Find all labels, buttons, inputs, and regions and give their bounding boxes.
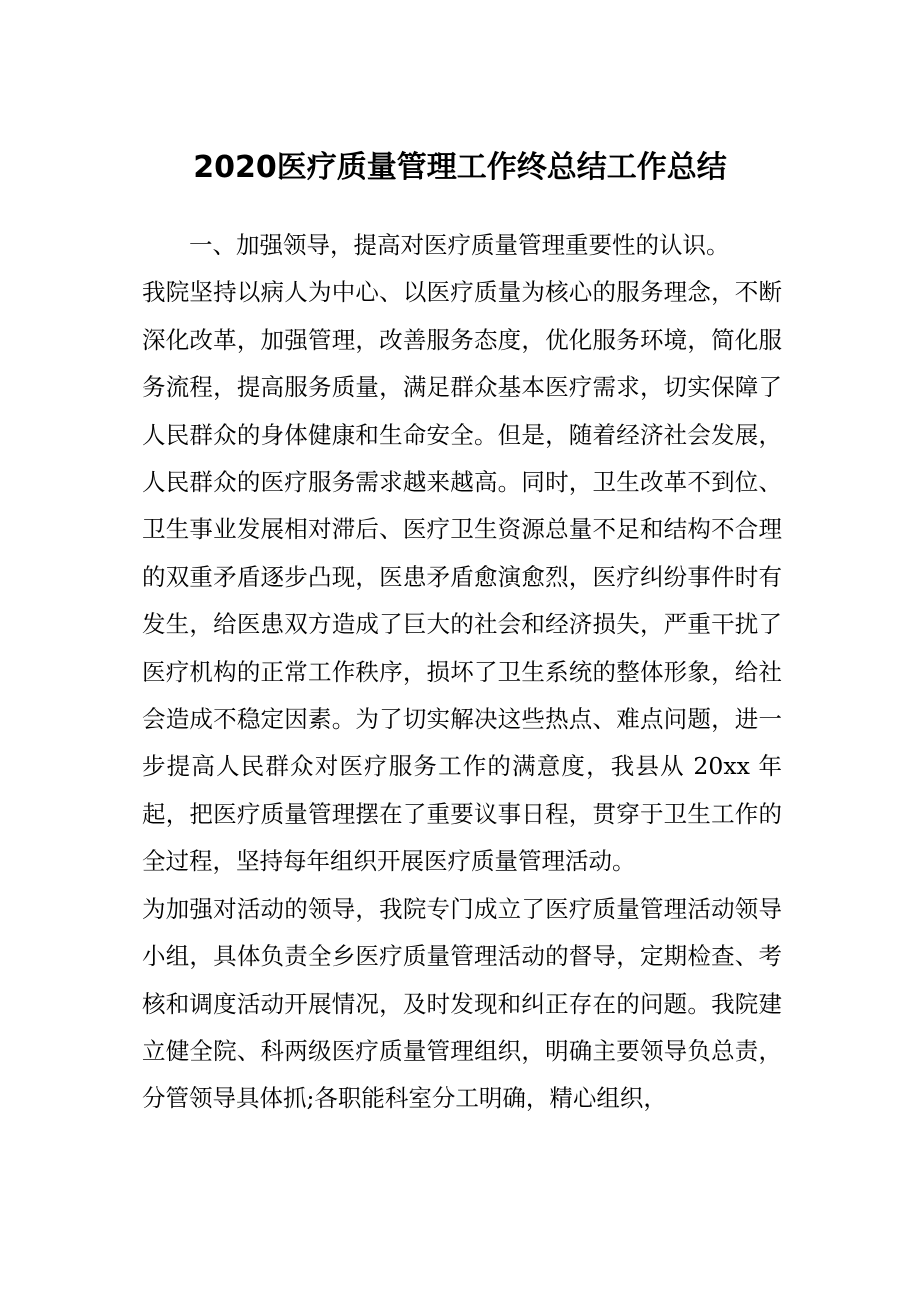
document-title: 2020医疗质量管理工作终总结工作总结: [193, 150, 727, 185]
document-body: [142, 222, 782, 1123]
paragraph-heading: 一、加强领导，提高对医疗质量管理重要性的认识。: [189, 231, 730, 259]
paragraph: 我院坚持以病人为中心、以医疗质量为核心的服务理念，不断深化改革，加强管理，改善服务态度，优化服务环境，简化服务流程，提高服务质量，满足群众基本医疗需求，切实保障了人民群众的身体健康和生命安全。但是，随着经济社会发展，人民群众的医疗服务需求越来越高。同时，卫生改革不到位、卫生事业发展相对滞后、医疗卫生资源总量不足和结构不合理的双重矛盾逐步凸现，医患矛盾愈演愈烈，医疗纠纷事件时有发生，给医患双方造成了巨大的社会和经济损失，严重干扰了医疗机构的正常工作秩序，损坏了卫生系统的整体形象，给社会造成不稳定因素。为了切实解决这些热点、难点问题，进一步提高人民群众对医疗服务工作的满意度，我县从 20xx 年起，把医疗质量管理摆在了重要议事日程，贯穿于卫生工作的全过程，坚持每年组织开展医疗质量管理活动。: [142, 278, 782, 876]
paragraph: 为加强对活动的领导，我院专门成立了医疗质量管理活动领导小组，具体负责全乡医疗质量管理活动的督导，定期检查、考核和调度活动开展情况，及时发现和纠正存在的问题。我院建立健全院、科两级医疗质量管理组织，明确主要领导负总责，分管领导具体抓;各职能科室分工明确，精心组织，: [142, 894, 782, 1113]
